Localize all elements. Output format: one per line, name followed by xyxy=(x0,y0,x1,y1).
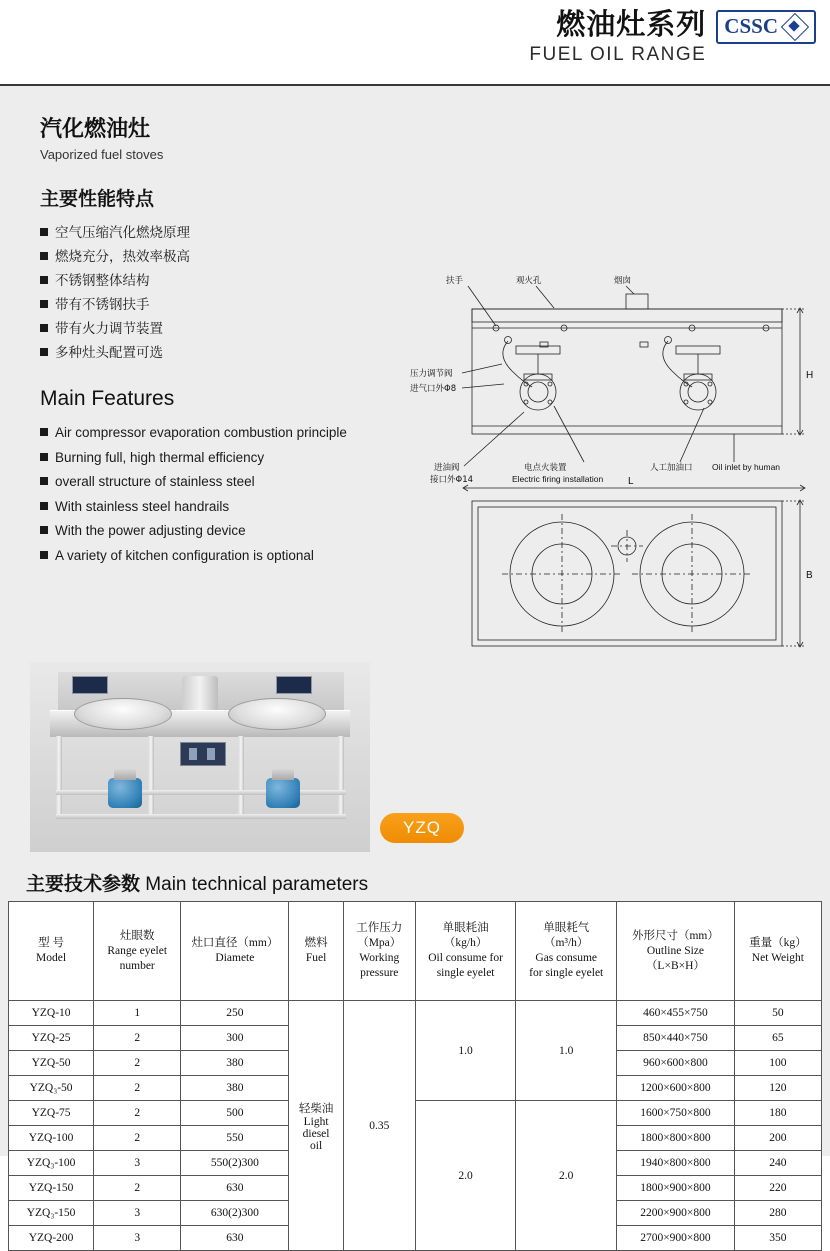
photo-leg xyxy=(148,736,154,818)
cell-model: YZQ-100 xyxy=(9,1126,94,1151)
cell-model: YZQ₃-50 xyxy=(9,1076,94,1101)
list-item xyxy=(40,446,420,471)
col-outline-cn: 外形尺寸（mm） xyxy=(631,929,719,942)
col-model-cn: 型 号 xyxy=(38,937,64,949)
cell-diameter: 500 xyxy=(181,1101,289,1126)
cell-weight: 220 xyxy=(734,1176,821,1201)
photo-wok-right xyxy=(228,698,326,730)
feature-text: 燃烧充分，热效率极高 xyxy=(55,249,190,264)
header-titles xyxy=(529,8,706,68)
feature-text: With stainless steel handrails xyxy=(55,498,230,514)
cell-diameter: 300 xyxy=(181,1026,289,1051)
list-item xyxy=(40,519,420,544)
col-fuel-en: Fuel xyxy=(305,952,327,964)
col-eyelets-en: Range eyelet number xyxy=(107,944,168,972)
features-heading-cn: 主要性能特点 xyxy=(40,189,155,210)
square-bullet-icon xyxy=(40,551,48,559)
cell-model: YZQ₃-100 xyxy=(9,1151,94,1176)
square-bullet-icon xyxy=(40,228,48,236)
list-item xyxy=(40,245,420,269)
dim-b: B xyxy=(806,570,813,581)
table-header-row xyxy=(9,902,822,1001)
col-diameter-cn: 灶口直径（mm） xyxy=(191,937,279,949)
logo-diamond-icon xyxy=(782,15,808,39)
col-diameter xyxy=(181,902,289,1001)
square-bullet-icon xyxy=(40,428,48,436)
col-weight-cn: 重量（kg） xyxy=(749,937,807,949)
cell-oil-consume-bottom: 2.0 xyxy=(415,1101,516,1251)
list-item xyxy=(40,470,420,495)
cell-model: YZQ-200 xyxy=(9,1226,94,1251)
col-pressure-cn: 工作压力 （Mpa） xyxy=(356,922,403,949)
cell-eyelets: 2 xyxy=(94,1126,181,1151)
square-bullet-icon xyxy=(40,252,48,260)
cell-outline: 460×455×750 xyxy=(617,1001,735,1026)
cell-eyelets: 2 xyxy=(94,1176,181,1201)
cell-eyelets: 2 xyxy=(94,1076,181,1101)
label-ignition-en: Electric firing installation xyxy=(512,474,604,484)
feature-text: 多种灶头配置可选 xyxy=(55,345,163,360)
label-manual-oil-en: Oil inlet by human xyxy=(712,462,781,472)
params-title-en: Main technical parameters xyxy=(145,874,369,895)
cell-model: YZQ₃-150 xyxy=(9,1201,94,1226)
cell-weight: 180 xyxy=(734,1101,821,1126)
technical-drawing xyxy=(404,256,818,676)
label-chimney: 烟囱 xyxy=(614,276,632,286)
params-title xyxy=(26,869,368,896)
cell-weight: 65 xyxy=(734,1026,821,1051)
col-model-en: Model xyxy=(36,952,67,964)
col-gas-consume xyxy=(516,902,617,1001)
cell-weight: 240 xyxy=(734,1151,821,1176)
square-bullet-icon xyxy=(40,276,48,284)
square-bullet-icon xyxy=(40,348,48,356)
photo-display-left xyxy=(72,676,108,694)
label-ignition-cn: 电点火装置 xyxy=(524,463,567,473)
col-oil-consume-en: Oil consume for single eyelet xyxy=(428,952,503,979)
product-photo xyxy=(30,662,370,852)
params-title-cn: 主要技术参数 xyxy=(26,874,141,895)
cell-gas-consume-top: 1.0 xyxy=(516,1001,617,1101)
cell-eyelets: 2 xyxy=(94,1101,181,1126)
cell-outline: 960×600×800 xyxy=(617,1051,735,1076)
cell-eyelets: 1 xyxy=(94,1001,181,1026)
feature-text: 空气压缩汽化燃烧原理 xyxy=(55,225,190,240)
list-item xyxy=(40,341,420,365)
feature-text: Burning full, high thermal efficiency xyxy=(55,449,265,465)
features-list-cn xyxy=(40,221,420,365)
label-air-inlet: 进气口外Φ8 xyxy=(410,384,457,394)
col-pressure xyxy=(343,902,415,1001)
feature-text: overall structure of stainless steel xyxy=(55,474,255,489)
list-item xyxy=(40,495,420,520)
photo-pump-left xyxy=(108,778,142,808)
list-item xyxy=(40,544,420,569)
label-fire-hole: 观火孔 xyxy=(516,276,542,286)
dim-h: H xyxy=(806,370,814,381)
label-oil-valve-port: 接口外Φ14 xyxy=(430,475,474,485)
photo-leg xyxy=(56,736,62,818)
square-bullet-icon xyxy=(40,453,48,461)
cell-diameter: 630 xyxy=(181,1226,289,1251)
col-model xyxy=(9,902,94,1001)
cell-diameter: 550(2)300 xyxy=(181,1151,289,1176)
col-fuel xyxy=(289,902,343,1001)
cell-weight: 280 xyxy=(734,1201,821,1226)
label-manual-oil-cn: 人工加油口 xyxy=(650,463,693,473)
left-column xyxy=(40,112,420,568)
col-diameter-en: Diamete xyxy=(215,952,255,964)
cell-gas-consume-bottom: 2.0 xyxy=(516,1101,617,1251)
cssc-logo xyxy=(716,10,816,44)
col-gas-consume-en: Gas consume for single eyelet xyxy=(529,952,604,979)
square-bullet-icon xyxy=(40,324,48,332)
photo-wok-left xyxy=(74,698,172,730)
cell-oil-consume-top: 1.0 xyxy=(415,1001,516,1101)
col-gas-consume-cn: 单眼耗气 （m³/h） xyxy=(543,922,590,949)
feature-text: A variety of kitchen configuration is optional xyxy=(55,547,314,563)
cell-weight: 100 xyxy=(734,1051,821,1076)
label-handrail: 扶手 xyxy=(446,276,464,286)
feature-text: Air compressor evaporation combustion principle xyxy=(55,425,347,440)
photo-leg xyxy=(338,736,344,818)
cell-fuel: 轻柴油 Light diesel oil xyxy=(289,1001,343,1251)
cell-eyelets: 2 xyxy=(94,1051,181,1076)
cell-diameter: 380 xyxy=(181,1051,289,1076)
photo-display-right xyxy=(276,676,312,694)
feature-text: With the power adjusting device xyxy=(55,523,246,538)
label-pressure-valve: 压力调节阀 xyxy=(410,369,453,379)
photo-rail xyxy=(56,790,346,795)
page-header xyxy=(0,0,830,86)
square-bullet-icon xyxy=(40,526,48,534)
col-weight-en: Net Weight xyxy=(751,952,804,964)
cell-model: YZQ-150 xyxy=(9,1176,94,1201)
col-outline-en: Outline Size （L×B×H） xyxy=(645,944,705,972)
table-row xyxy=(9,1001,822,1026)
table-row xyxy=(9,1101,822,1126)
header-content xyxy=(529,8,816,68)
cell-model: YZQ-75 xyxy=(9,1101,94,1126)
header-title-cn: 燃油灶系列 xyxy=(556,9,707,41)
cell-eyelets: 3 xyxy=(94,1201,181,1226)
cell-eyelets: 2 xyxy=(94,1026,181,1051)
col-weight xyxy=(734,902,821,1001)
cell-model: YZQ-25 xyxy=(9,1026,94,1051)
list-item xyxy=(40,221,420,245)
cell-eyelets: 3 xyxy=(94,1151,181,1176)
label-oil-valve: 进油阀 xyxy=(434,463,460,473)
photo-control-panel xyxy=(180,742,226,766)
cell-weight: 120 xyxy=(734,1076,821,1101)
cell-outline: 1200×600×800 xyxy=(617,1076,735,1101)
feature-text: 带有火力调节装置 xyxy=(55,321,163,336)
cell-outline: 1600×750×800 xyxy=(617,1101,735,1126)
col-pressure-en: Working pressure xyxy=(359,952,400,979)
cell-outline: 1800×900×800 xyxy=(617,1176,735,1201)
cell-diameter: 630(2)300 xyxy=(181,1201,289,1226)
page-body xyxy=(0,86,830,1244)
feature-text: 不锈钢整体结构 xyxy=(55,273,150,288)
col-fuel-cn: 燃料 xyxy=(304,937,328,949)
feature-text: 带有不锈钢扶手 xyxy=(55,297,150,312)
model-badge: YZQ xyxy=(380,813,464,843)
product-title-cn: 汽化燃油灶 xyxy=(40,116,151,141)
cell-model: YZQ-50 xyxy=(9,1051,94,1076)
logo-text: CSSC xyxy=(724,14,778,38)
photo-leg xyxy=(238,736,244,818)
square-bullet-icon xyxy=(40,300,48,308)
col-outline xyxy=(617,902,735,1001)
cell-diameter: 550 xyxy=(181,1126,289,1151)
cell-outline: 2700×900×800 xyxy=(617,1226,735,1251)
cell-outline: 1800×800×800 xyxy=(617,1126,735,1151)
features-list-en xyxy=(40,421,420,568)
list-item xyxy=(40,421,420,446)
cell-weight: 350 xyxy=(734,1226,821,1251)
col-oil-consume-cn: 单眼耗油 （kg/h） xyxy=(442,922,489,949)
cell-diameter: 250 xyxy=(181,1001,289,1026)
col-eyelets xyxy=(94,902,181,1001)
cell-eyelets: 3 xyxy=(94,1226,181,1251)
product-title-en: Vaporized fuel stoves xyxy=(40,147,164,162)
dim-l: L xyxy=(628,476,634,487)
cell-outline: 2200×900×800 xyxy=(617,1201,735,1226)
cell-weight: 200 xyxy=(734,1126,821,1151)
col-eyelets-cn: 灶眼数 xyxy=(119,929,155,942)
square-bullet-icon xyxy=(40,477,48,485)
cell-pressure: 0.35 xyxy=(343,1001,415,1251)
list-item xyxy=(40,317,420,341)
square-bullet-icon xyxy=(40,502,48,510)
cell-diameter: 380 xyxy=(181,1076,289,1101)
header-title-en: FUEL OIL RANGE xyxy=(529,44,707,65)
cell-model: YZQ-10 xyxy=(9,1001,94,1026)
col-oil-consume xyxy=(415,902,516,1001)
cell-outline: 850×440×750 xyxy=(617,1026,735,1051)
list-item xyxy=(40,293,420,317)
photo-rail xyxy=(56,814,346,819)
list-item xyxy=(40,269,420,293)
parameters-table xyxy=(8,901,822,1251)
features-heading-en: Main Features xyxy=(40,387,175,410)
cell-outline: 1940×800×800 xyxy=(617,1151,735,1176)
photo-pump-right xyxy=(266,778,300,808)
cell-weight: 50 xyxy=(734,1001,821,1026)
cell-diameter: 630 xyxy=(181,1176,289,1201)
